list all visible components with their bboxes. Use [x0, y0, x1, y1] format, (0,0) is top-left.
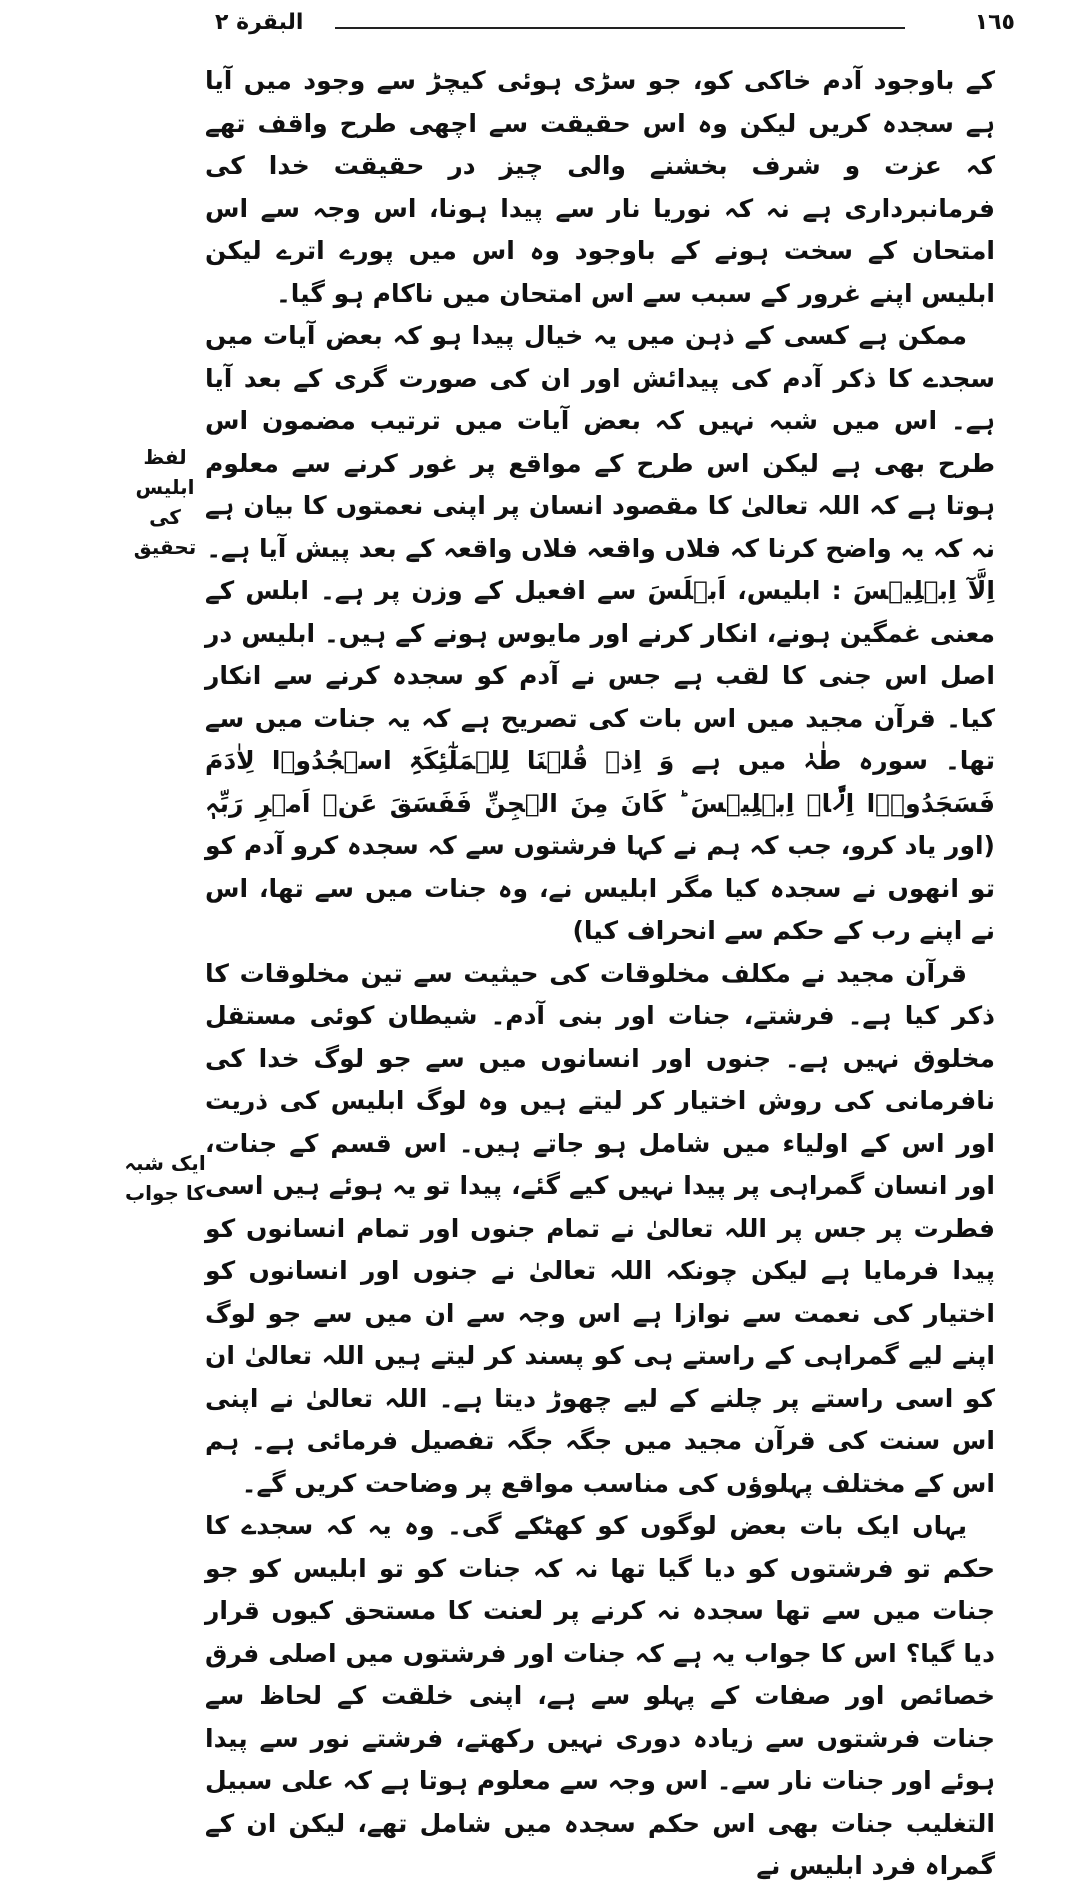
- surah-title: البقرة ۲: [215, 10, 304, 35]
- margin-note-objection: ایک شبہ کا جواب: [124, 1151, 206, 1205]
- paragraph: یہاں ایک بات بعض لوگوں کو کھٹکے گی۔ وہ یہ کہ سجدے کا حکم تو فرشتوں کو دیا گیا تھا نہ کہ جنات کو تو ابلیس کو جو جنات میں سے تھا سجدہ نہ کرنے پر لعنت کا مستحق کیوں قرار دیا گیا؟ اس کا جواب یہ ہے کہ جنات اور فرشتوں میں اصلی فرق خصائص اور صفات کے پہلو سے ہے، اپنی خلقت کے لحاظ سے جنات فرشتوں سے زیادہ دوری نہیں رکھتے، فرشتے نور سے پیدا ہوئے اور جنات نار سے۔ اس وجہ سے معلوم ہوتا ہے کہ علی سبیل التغلیب جنات بھی اس حکم سجدہ میں شامل تھے، لیکن ان کے گمراہ فرد ابلیس نے: [205, 1511, 995, 1880]
- body-text: [205, 60, 995, 1888]
- paragraph: اِلَّآ اِبۡلِیۡسَ : ابلیس، اَبۡلَسَ سے افعیل کے وزن پر ہے۔ ابلس کے معنی غمگین ہونے، انکار کرنے اور مایوس ہونے کے ہیں۔ ابلیس در اصل اس جنی کا لقب ہے جس نے آدم کو سجدہ کرنے سے انکار کیا۔ قرآن مجید میں اس بات کی تصریح ہے کہ یہ جنات میں سے تھا۔ سورہ طٰہٰ میں ہے وَ اِذۡ قُلۡنَا لِلۡمَلٰٓئِکَۃِ اسۡجُدُوۡا لِاٰدَمَ فَسَجَدُوۡۤا اِلَّاۤ اِبۡلِیۡسَ ؕ کَانَ مِنَ الۡجِنِّ فَفَسَقَ عَنۡ اَمۡرِ رَبِّہٖ (اور یاد کرو، جب کہ ہم نے کہا فرشتوں سے کہ سجدہ کرو آدم کو تو انھوں نے سجدہ کیا مگر ابلیس نے، وہ جنات میں سے تھا، اس نے اپنے رب کے حکم سے انحراف کیا): [205, 576, 995, 945]
- header-rule: [335, 27, 905, 29]
- paragraph: کے باوجود آدم خاکی کو، جو سڑی ہوئی کیچڑ سے وجود میں آیا ہے سجدہ کریں لیکن وہ اس حقیقت سے اچھی طرح واقف تھے کہ عزت و شرف بخشنے والی چیز در حقیقت خدا کی فرمانبرداری ہے نہ کہ نوریا نار سے پیدا ہونا، اس وجہ سے اس امتحان کے سخت ہونے کے باوجود وہ اس میں پورے اترے لیکن ابلیس اپنے غرور کے سبب سے اس امتحان میں ناکام ہو گیا۔: [205, 66, 995, 308]
- paragraph: ممکن ہے کسی کے ذہن میں یہ خیال پیدا ہو کہ بعض آیات میں سجدے کا ذکر آدم کی پیدائش اور ان کی صورت گری کے بعد آیا ہے۔ اس میں شبہ نہیں کہ بعض آیات میں ترتیب مضمون اس طرح بھی ہے لیکن اس طرح کے مواقع پر غور کرنے سے معلوم ہوتا ہے کہ اللہ تعالیٰ کا مقصود انسان پر اپنی نعمتوں کا بیان ہے نہ کہ یہ واضح کرنا کہ فلاں واقعہ فلاں واقعہ کے بعد پیش آیا ہے۔: [205, 321, 995, 563]
- margin-note-iblees: لفظ ابلیس کی تحقیق: [133, 445, 197, 559]
- page-header: [215, 10, 1015, 44]
- paragraph: قرآن مجید نے مکلف مخلوقات کی حیثیت سے تین مخلوقات کا ذکر کیا ہے۔ فرشتے، جنات اور بنی آدم۔ شیطان کوئی مستقل مخلوق نہیں ہے۔ جنوں اور انسانوں میں سے جو لوگ خدا کی نافرمانی کی روش اختیار کر لیتے ہیں وہ لوگ ابلیس کی ذریت اور اس کے اولیاء میں شامل ہو جاتے ہیں۔ اس قسم کے جنات، اور انسان گمراہی پر پیدا نہیں کیے گئے، پیدا تو یہ ہوئے ہیں اسی فطرت پر جس پر اللہ تعالیٰ نے تمام جنوں اور تمام انسانوں کو پیدا فرمایا ہے لیکن چونکہ اللہ تعالیٰ نے جنوں اور انسانوں کو اختیار کی نعمت سے نوازا ہے اس وجہ سے ان میں سے جو لوگ اپنے لیے گمراہی کے راستے ہی کو پسند کر لیتے ہیں اللہ تعالیٰ ان کو اسی راستے پر چلنے کے لیے چھوڑ دیتا ہے۔ اللہ تعالیٰ نے اپنی اس سنت کی قرآن مجید میں جگہ جگہ تفصیل فرمائی ہے۔ ہم اس کے مختلف پہلوؤں کی مناسب مواقع پر وضاحت کریں گے۔: [205, 958, 995, 1498]
- page-number: ۱٦٥: [974, 10, 1015, 35]
